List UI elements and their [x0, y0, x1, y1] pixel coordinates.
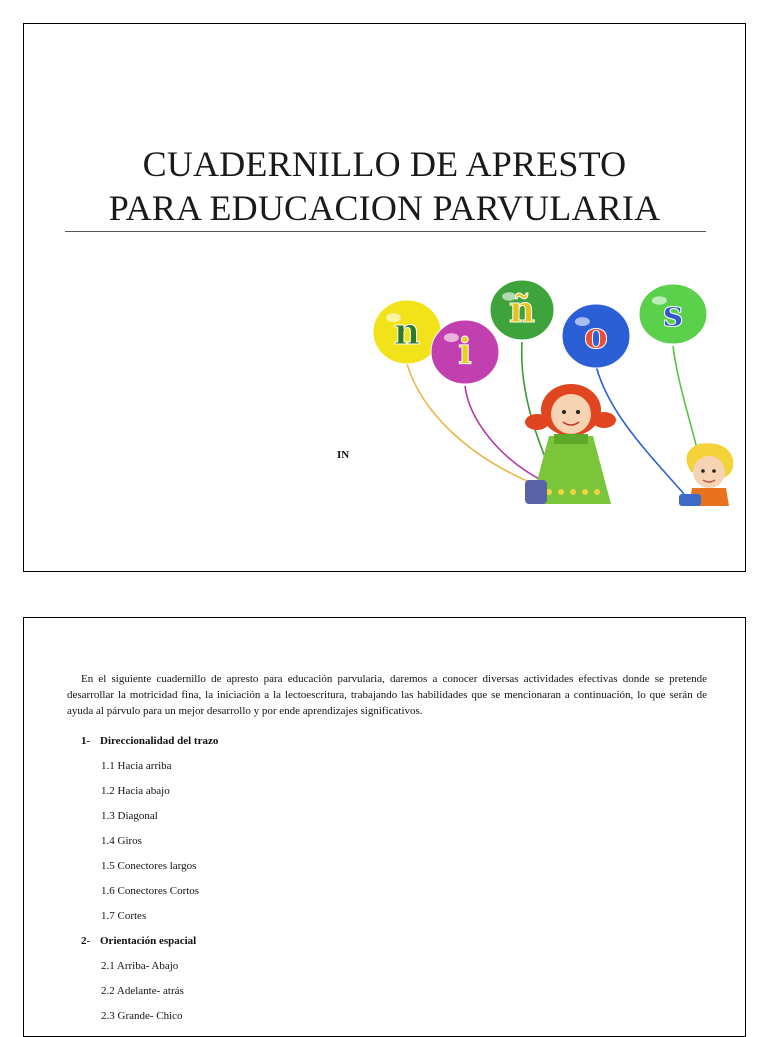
- balloon-letter: i: [458, 331, 472, 373]
- balloon-4: [562, 304, 630, 368]
- list-item: 1.7 Cortes: [101, 910, 147, 922]
- balloon-letter: s: [662, 293, 684, 335]
- list-item: 1.4 Giros: [101, 835, 142, 847]
- content-page: [23, 617, 746, 1037]
- girl-figure: [525, 384, 616, 504]
- list-item: 1.3 Diagonal: [101, 810, 158, 822]
- list-item: 2.2 Adelante- atrás: [101, 985, 184, 997]
- list-item: 1.6 Conectores Cortos: [101, 885, 200, 897]
- section-title: Orientación espacial: [100, 935, 197, 947]
- cover-title-line1: CUADERNILLO DE APRESTO: [142, 144, 627, 184]
- title-underline: [65, 231, 706, 232]
- intro-paragraph: En el siguiente cuadernillo de apresto para educación parvularia, daremos a conocer diversas actividades efectivas donde se pretende desarrollar la motricidad fina, la iniciación a la lectoescritura, trabajando las habilidades que se mencionaran a continuación, lo que serán de ayuda al párvulo para un mejor desarrollo y por ende aprendizajes significativos.: [67, 673, 707, 717]
- list-item: 2.3 Grande- Chico: [101, 1010, 183, 1022]
- list-item: 2.1 Arriba- Abajo: [101, 960, 179, 972]
- cover-label: IN: [337, 449, 350, 461]
- section-title: Direccionalidad del trazo: [100, 735, 219, 747]
- balloon-letter: n: [393, 311, 421, 353]
- balloon-letter: o: [583, 315, 609, 357]
- balloon-letter: ñ: [508, 289, 536, 331]
- cover-title: [24, 142, 745, 230]
- cover-title-line2: PARA EDUCACION PARVULARIA: [108, 188, 661, 228]
- balloon-2: [431, 320, 499, 384]
- list-item: 1.1 Hacia arriba: [101, 760, 172, 772]
- list-item: 1.2 Hacia abajo: [101, 785, 170, 797]
- ninos-balloons-illustration: [349, 254, 734, 506]
- section-number: 2-: [81, 935, 91, 947]
- boy-figure: [679, 443, 733, 506]
- balloon-3: [490, 280, 554, 340]
- section-list: [81, 733, 705, 1033]
- section-heading: [81, 933, 705, 958]
- cover-page: [23, 23, 746, 572]
- list-item: 1.5 Conectores largos: [101, 860, 197, 872]
- balloon-5: [639, 284, 707, 344]
- balloons-group: [373, 280, 707, 384]
- section-heading: [81, 733, 705, 758]
- section-number: 1-: [81, 735, 91, 747]
